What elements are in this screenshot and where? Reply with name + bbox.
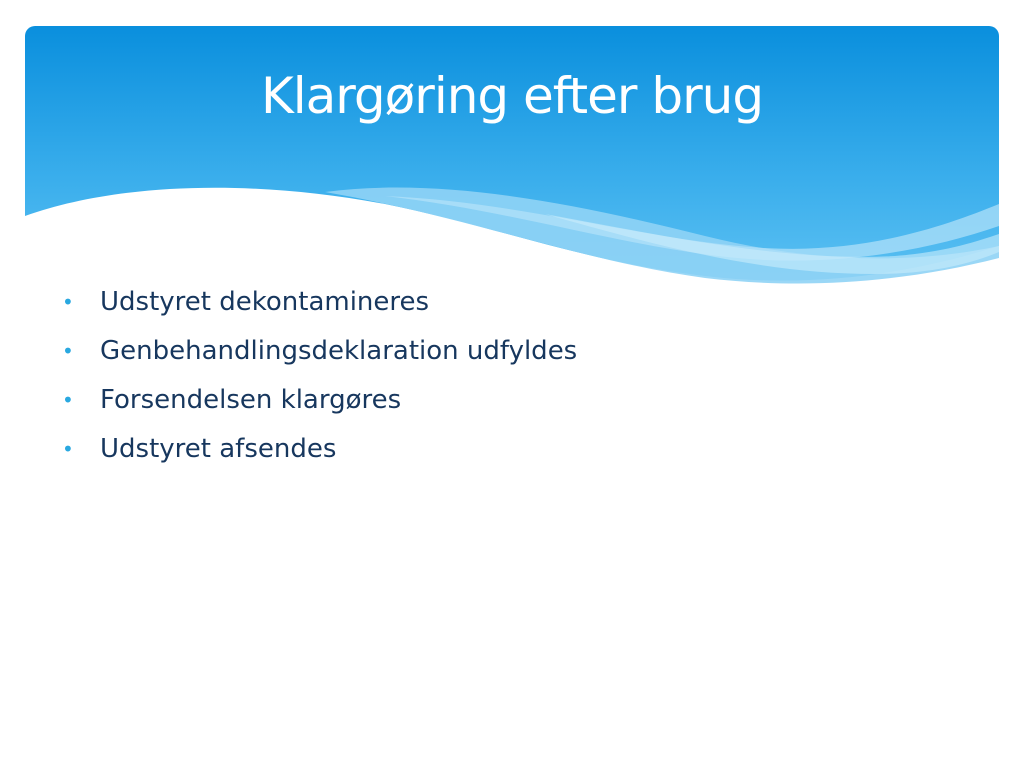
list-item-text: Udstyret afsendes bbox=[100, 434, 337, 464]
list-item-text: Udstyret dekontamineres bbox=[100, 287, 430, 317]
bullet-icon: • bbox=[62, 290, 74, 314]
slide-title: Klargøring efter brug bbox=[260, 67, 764, 125]
list-item-text: Forsendelsen klargøres bbox=[100, 385, 402, 415]
bullet-list bbox=[58, 280, 577, 476]
list-item bbox=[58, 329, 577, 378]
bullet-icon: • bbox=[62, 388, 74, 412]
bullet-icon: • bbox=[62, 339, 74, 363]
list-item-text: Genbehandlingsdeklaration udfyldes bbox=[100, 336, 578, 366]
bullet-icon: • bbox=[62, 437, 74, 461]
list-item bbox=[58, 280, 577, 329]
list-item bbox=[58, 427, 577, 476]
list-item bbox=[58, 378, 577, 427]
